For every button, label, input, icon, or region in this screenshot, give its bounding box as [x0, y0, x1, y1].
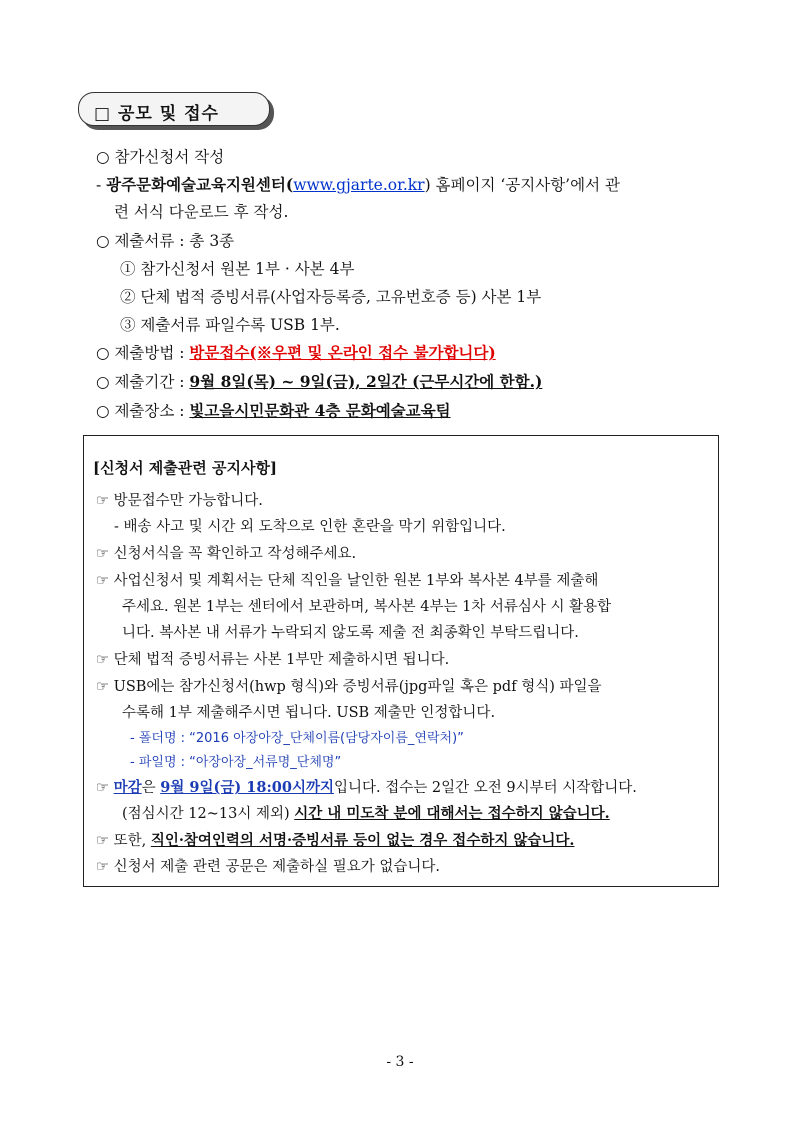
pointing-hand-icon: ☞	[96, 780, 109, 796]
pointing-hand-icon: ☞	[96, 859, 109, 875]
notice-line-lunch	[122, 802, 610, 823]
pointing-hand-icon: ☞	[96, 652, 109, 668]
notice-line-2: - 배송 사고 및 시간 외 도착으로 인한 혼란을 막기 위함입니다.	[114, 519, 506, 535]
notice-line-8	[96, 675, 602, 696]
item-doc-1: ① 참가신청서 원본 1부 · 사본 4부	[120, 260, 355, 278]
pointing-hand-icon: ☞	[96, 679, 109, 695]
item-download-instruction	[96, 173, 620, 195]
item-download-continuation: 련 서식 다운로드 후 작성.	[114, 203, 289, 221]
item-documents-header: ○ 제출서류 : 총 3종	[96, 232, 235, 250]
submission-period-label: ○ 제출기간 :	[96, 373, 190, 391]
notice-text: 신청서식을 꼭 확인하고 작성해주세요.	[113, 546, 357, 562]
late-arrival-warning: 시간 내 미도착 분에 대해서는 접수하지 않습니다.	[294, 805, 610, 822]
notice-text: 사업신청서 및 계획서는 단체 직인을 날인한 원본 1부와 복사본 4부를 제출해	[113, 573, 599, 589]
dash-prefix: -	[96, 176, 107, 194]
notice-line-deadline	[96, 776, 637, 797]
pointing-hand-icon: ☞	[96, 546, 109, 562]
notice-line-signature	[96, 829, 574, 850]
notice-line-7	[96, 648, 449, 669]
item-application-form: ○ 참가신청서 작성	[96, 148, 225, 166]
notice-line-3	[96, 542, 356, 563]
page-number: - 3 -	[386, 1054, 414, 1070]
org-name: 광주문화예술교육지원센터(	[106, 175, 294, 194]
item-submission-period	[96, 370, 542, 392]
notice-text: 방문접수만 가능합니다.	[113, 493, 263, 509]
notice-line-6: 니다. 복사본 내 서류가 누락되지 않도록 제출 전 최종확인 부탁드립니다.	[122, 625, 579, 641]
notice-line-official-letter	[96, 855, 440, 876]
notice-title: [신청서 제출관련 공지사항]	[93, 459, 278, 477]
notice-text: USB에는 참가신청서(hwp 형식)와 증빙서류(jpg파일 혹은 pdf 형식) 파일을	[113, 679, 602, 695]
notice-text: (점심시간 12~13시 제외)	[122, 806, 295, 822]
section-heading: □ 공모 및 접수	[94, 104, 219, 124]
submission-method-label: ○ 제출방법 :	[96, 344, 190, 362]
item-submission-method	[96, 341, 496, 363]
item-doc-2: ② 단체 법적 증빙서류(사업자등록증, 고유번호증 등) 사본 1부	[120, 288, 542, 306]
submission-place-value: 빛고을시민문화관 4층 문화예술교육팀	[189, 401, 451, 420]
submission-period-value: 9월 8일(목) ~ 9일(금), 2일간 (근무시간에 한함.)	[189, 372, 543, 391]
website-link[interactable]: www.gjarte.or.kr	[293, 176, 425, 194]
notice-line-9: 수록해 1부 제출해주시면 됩니다. USB 제출만 인정합니다.	[122, 705, 496, 721]
download-text: ) 홈페이지 ‘공지사항’에서 관	[424, 176, 620, 194]
notice-line-5: 주세요. 원본 1부는 센터에서 보관하며, 복사본 4부는 1차 서류심사 시 활용합	[122, 599, 612, 615]
pointing-hand-icon: ☞	[96, 493, 109, 509]
notice-line-4	[96, 569, 598, 590]
notice-line-filename: - 파일명 : “아장아장_서류명_단체명”	[130, 755, 342, 770]
notice-text: 단체 법적 증빙서류는 사본 1부만 제출하시면 됩니다.	[113, 652, 450, 668]
notice-text: 또한,	[113, 833, 151, 849]
notice-text: 입니다. 접수는 2일간 오전 9시부터 시작합니다.	[334, 780, 637, 796]
deadline-value: 9월 9일(금) 18:00시까지	[160, 779, 334, 796]
pointing-hand-icon: ☞	[96, 573, 109, 589]
pointing-hand-icon: ☞	[96, 833, 109, 849]
notice-text: 은	[141, 780, 161, 796]
notice-line-1	[96, 489, 263, 510]
signature-warning: 직인·참여인력의 서명·증빙서류 등이 없는 경우 접수하지 않습니다.	[150, 832, 575, 849]
item-submission-place	[96, 399, 451, 421]
notice-line-folder: - 폴더명 : “2016 아장아장_단체이름(담당자이름_연락처)”	[130, 731, 464, 746]
item-doc-3: ③ 제출서류 파일수록 USB 1부.	[120, 316, 340, 334]
deadline-label: 마감	[113, 779, 142, 796]
submission-method-value: 방문접수(※우편 및 온라인 접수 불가합니다)	[189, 343, 496, 362]
submission-place-label: ○ 제출장소 :	[96, 402, 190, 420]
notice-text: 신청서 제출 관련 공문은 제출하실 필요가 없습니다.	[113, 859, 441, 875]
